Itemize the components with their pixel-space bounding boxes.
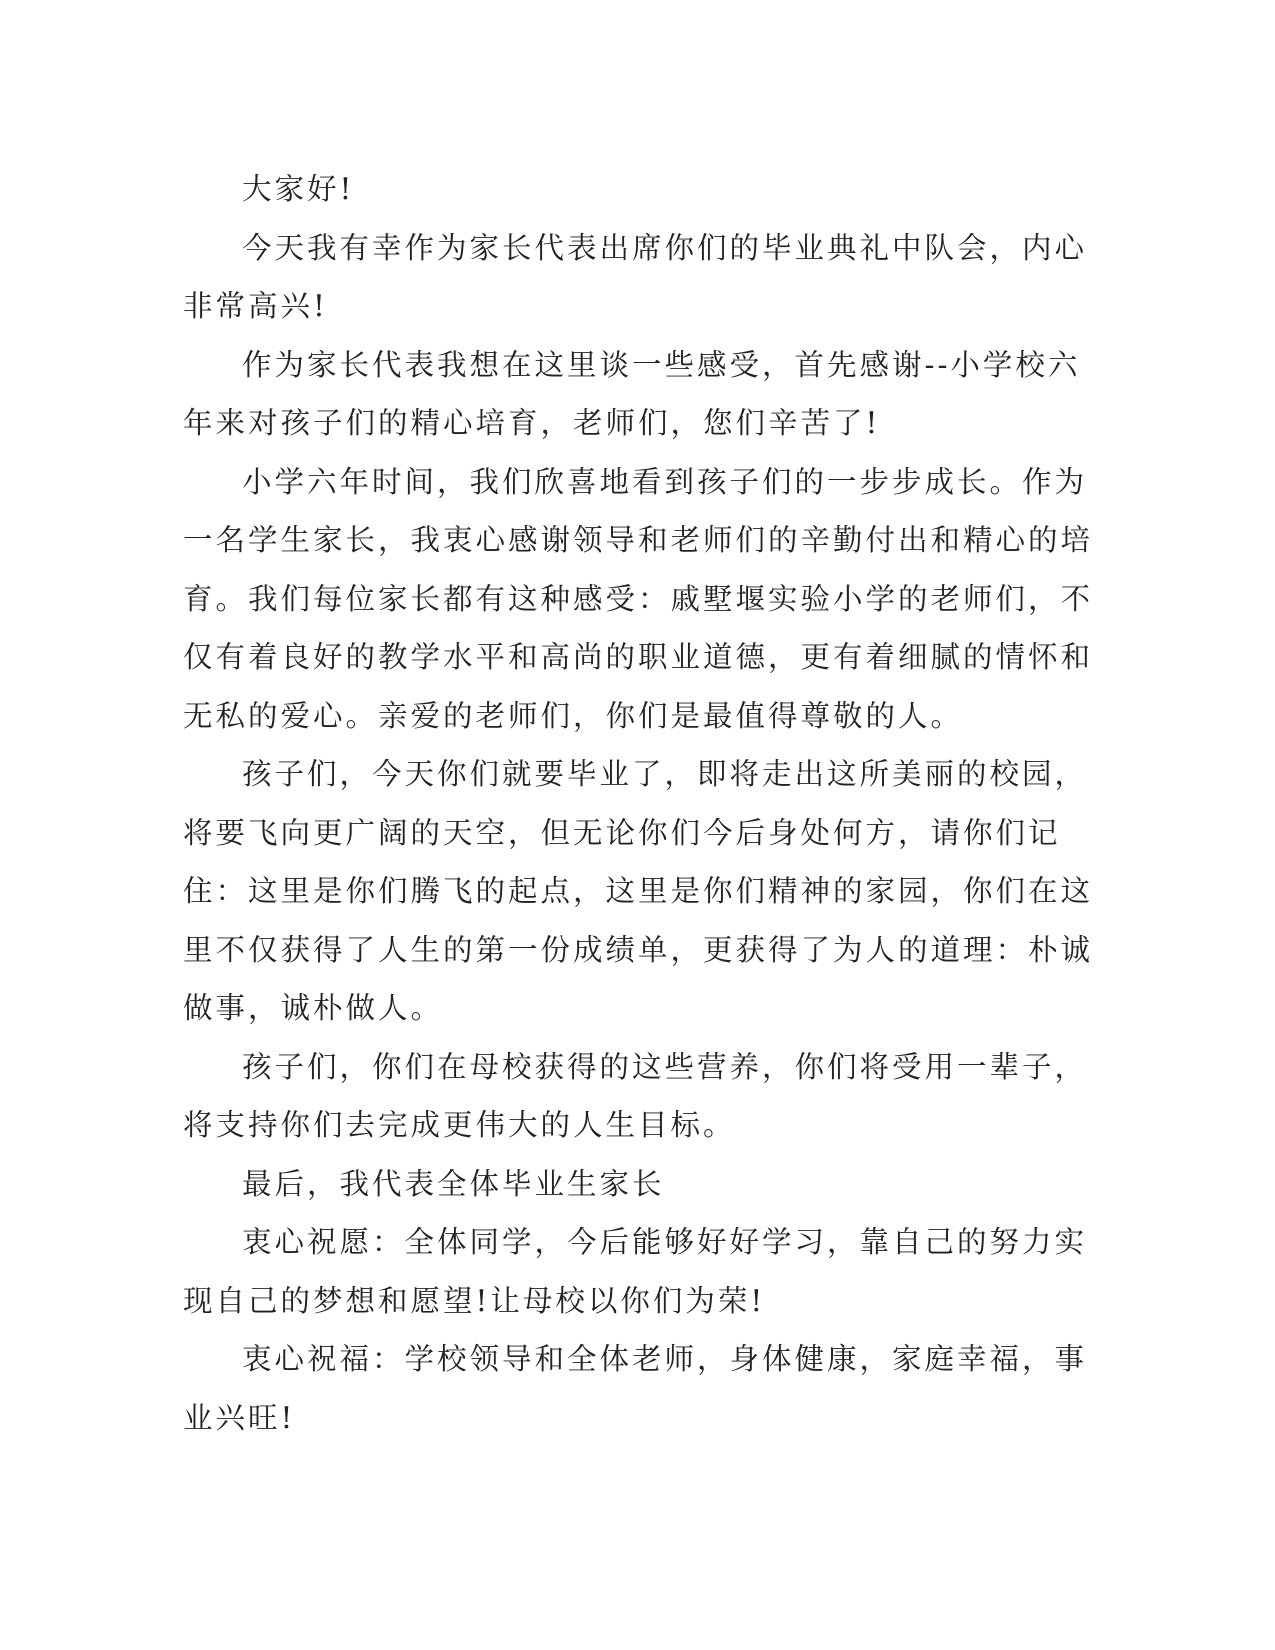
paragraph-wish-students: 衷心祝愿：全体同学，今后能够好好学习，靠自己的努力实现自己的梦想和愿望!让母校以你们为荣! [183,1225,1088,1318]
document-body [183,160,1095,1447]
paragraph-intro: 今天我有幸作为家长代表出席你们的毕业典礼中队会，内心非常高兴! [183,230,1088,323]
paragraph-closing: 最后，我代表全体毕业生家长 [242,1166,665,1201]
paragraph-greeting: 大家好! [242,172,355,206]
paragraph-nutrition: 孩子们，你们在母校获得的这些营养，你们将受用一辈子，将支持你们去完成更伟大的人生目标。 [183,1049,1088,1142]
paragraph-graduation: 孩子们，今天你们就要毕业了，即将走出这所美丽的校园，将要飞向更广阔的天空，但无论你们今后身处何方，请你们记住：这里是你们腾飞的起点，这里是你们精神的家园，你们在这里不仅获得了人生的第一份成绩单，更获得了为人的道理：朴诚做事，诚朴做人。 [183,757,1094,1025]
paragraph-thanks-school: 作为家长代表我想在这里谈一些感受，首先感谢--小学校六年来对孩子们的精心培育，老师们，您们辛苦了! [183,347,1081,440]
paragraph-growth: 小学六年时间，我们欣喜地看到孩子们的一步步成长。作为一名学生家长，我衷心感谢领导和老师们的辛勤付出和精心的培育。我们每位家长都有这种感受：戚墅堰实验小学的老师们，不仅有着良好的教学水平和高尚的职业道德，更有着细腻的情怀和无私的爱心。亲爱的老师们，你们是最值得尊敬的人。 [183,464,1094,733]
paragraph-wish-teachers: 衷心祝福：学校领导和全体老师，身体健康，家庭幸福，事业兴旺! [183,1342,1088,1435]
